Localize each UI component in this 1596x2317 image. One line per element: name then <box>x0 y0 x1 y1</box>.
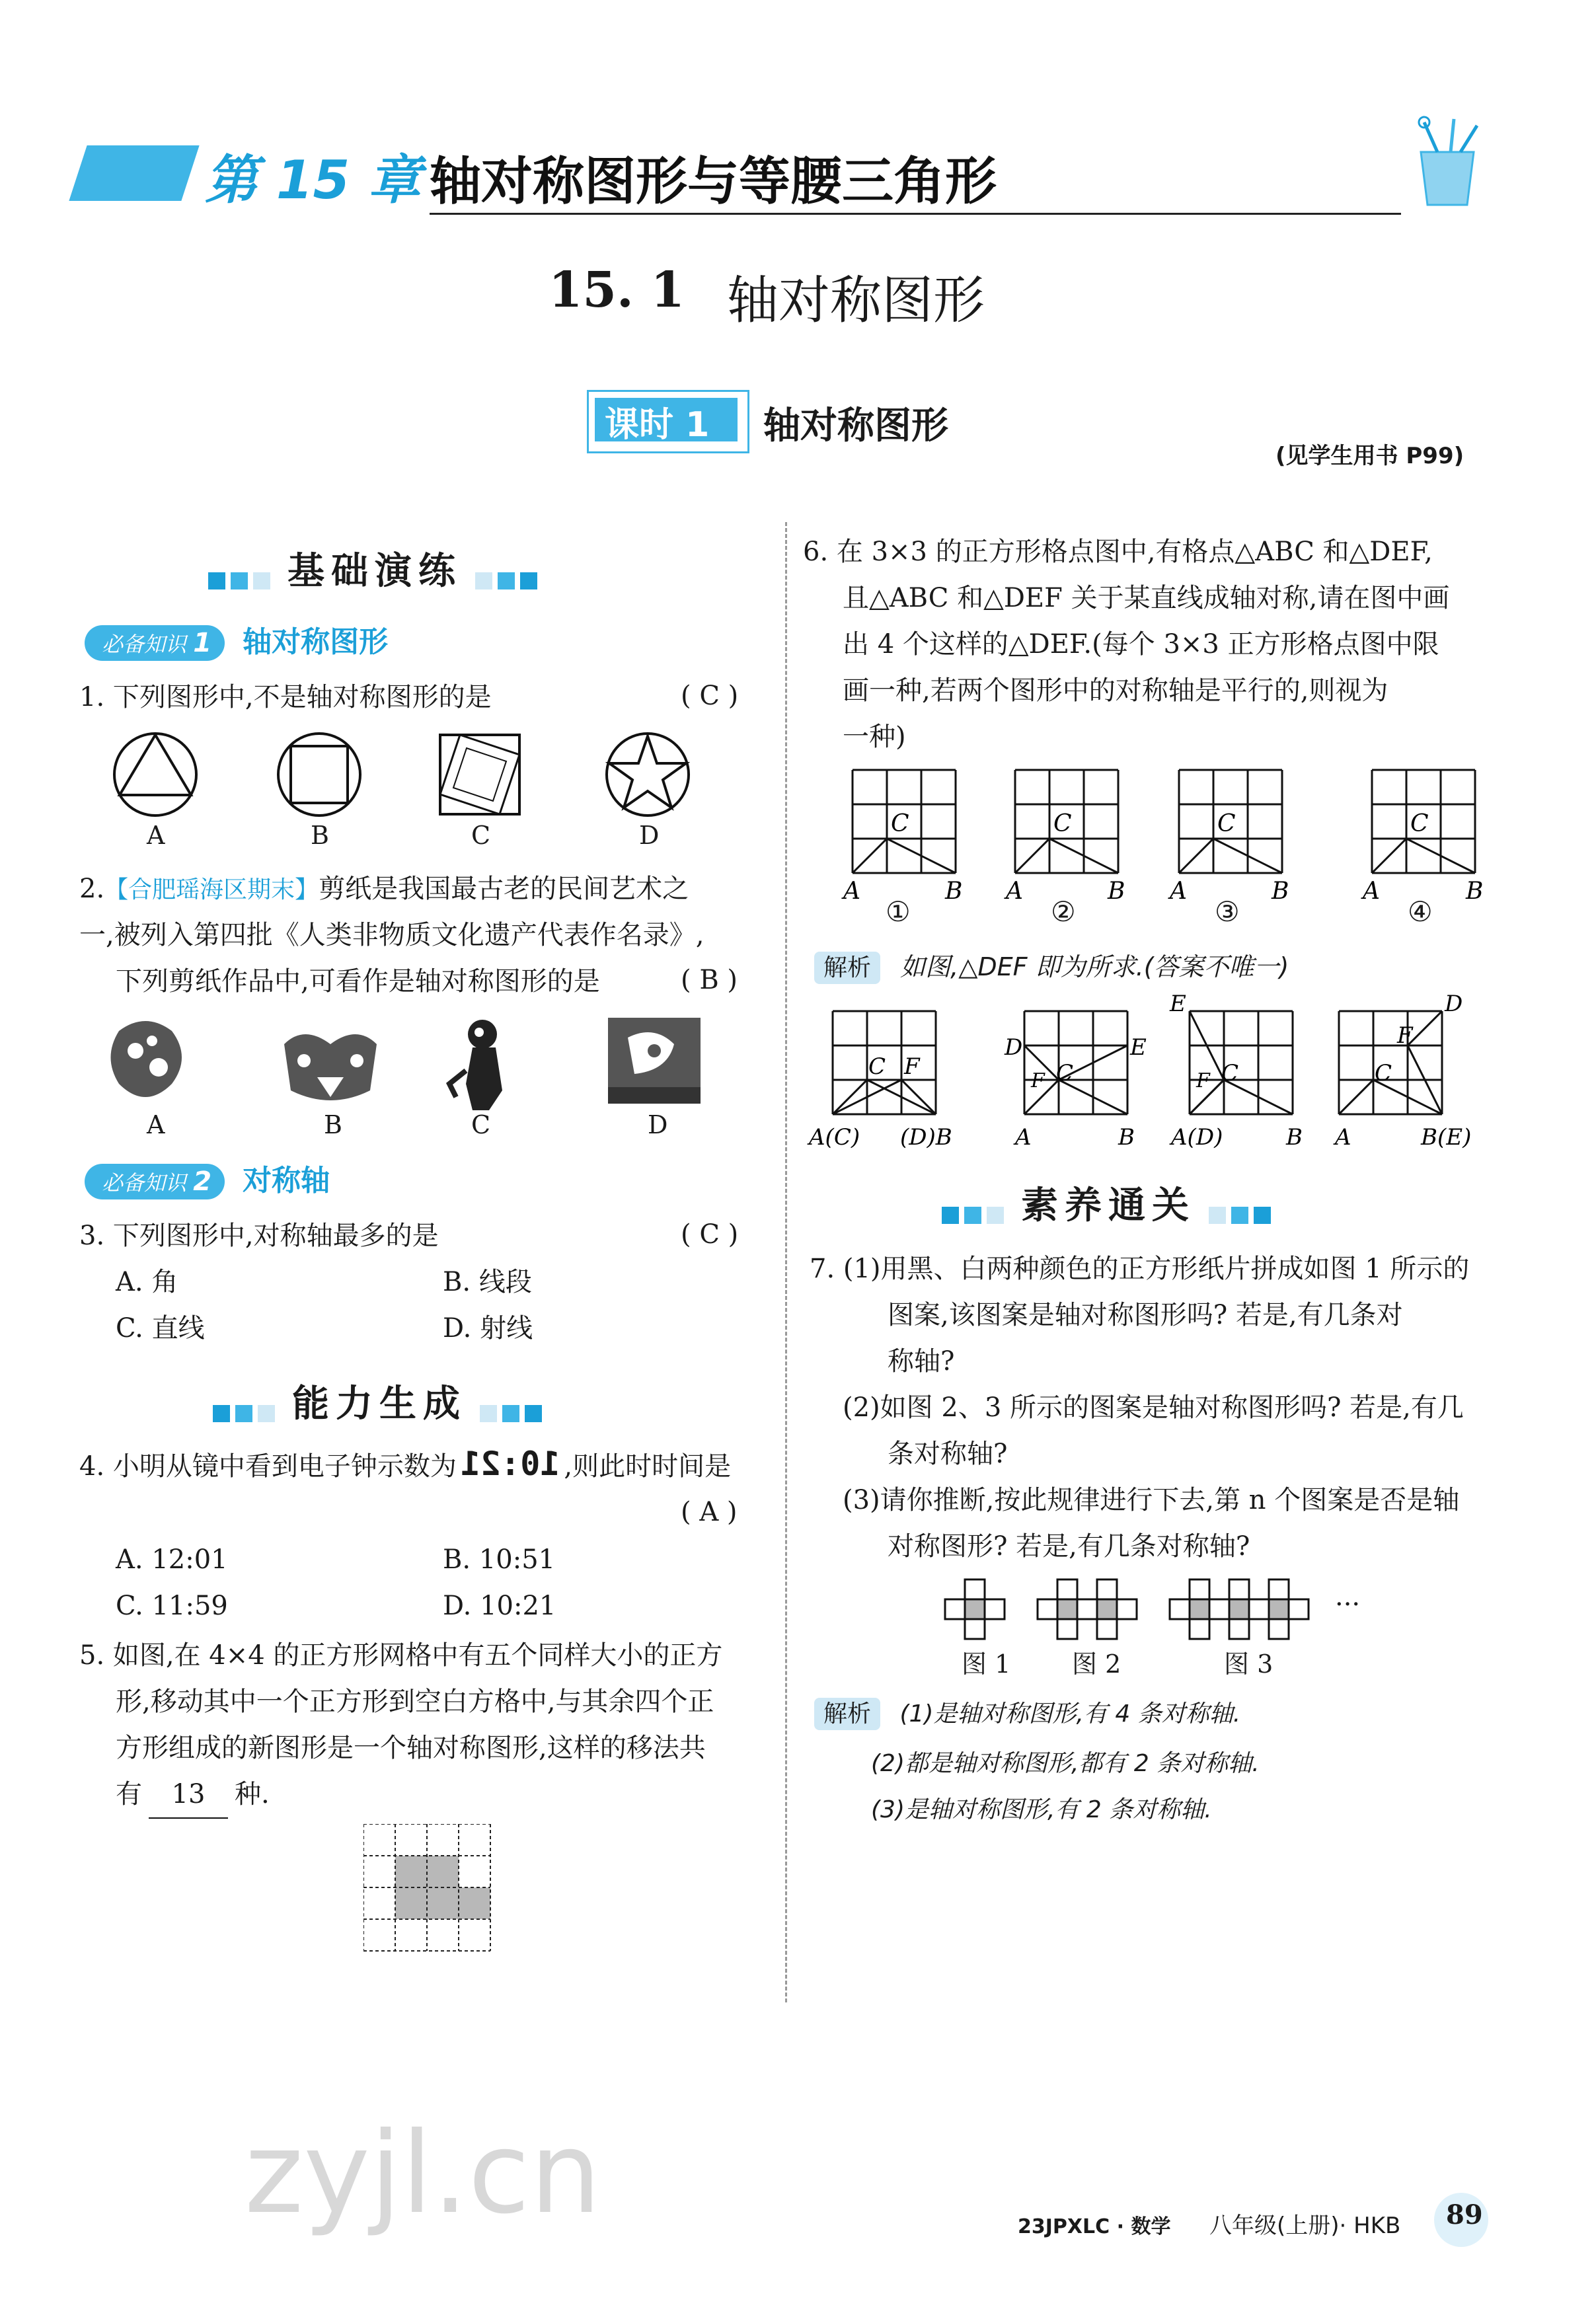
footer-code: 23JPXLC · 数学 <box>1018 2215 1171 2238</box>
svg-text:D: D <box>1005 1034 1023 1061</box>
svg-text:E: E <box>1170 991 1186 1017</box>
chapter-underline <box>430 213 1401 215</box>
q1-label-a: A <box>147 821 165 850</box>
q7-analysis-3: (3)是轴对称图形,有 2 条对称轴. <box>871 1796 1212 1823</box>
q7-analysis-2: (2)都是轴对称图形,都有 2 条对称轴. <box>871 1750 1260 1777</box>
q7-fig-3 <box>1170 1579 1309 1639</box>
q6-fig-num-1: ① <box>886 895 911 928</box>
q1-answer: ( C ) <box>681 681 739 711</box>
q6-answer-grid-4 <box>1333 991 1471 1151</box>
q6-answer-grid-1 <box>807 1011 952 1151</box>
section-ability: 能力生成 <box>213 1375 547 1427</box>
papercut-c-image <box>449 1020 502 1110</box>
svg-text:C: C <box>1375 1060 1392 1086</box>
q6-analysis: 解析 如图,△DEF 即为所求.(答案不唯一) <box>814 946 1289 983</box>
q3-text: 3. 下列图形中,对称轴最多的是 <box>79 1221 439 1251</box>
q3-answer: ( C ) <box>681 1219 739 1250</box>
knowledge-2: 必备知识 2 对称轴 <box>85 1157 330 1199</box>
svg-text:F: F <box>1397 1022 1413 1049</box>
svg-text:C: C <box>1217 810 1236 837</box>
q6-answer-grids <box>800 991 1487 1163</box>
q6-grid-2 <box>1004 770 1125 905</box>
svg-text:(D)B: (D)B <box>900 1124 952 1151</box>
svg-text:C: C <box>1053 810 1072 837</box>
q4-option-a: A. 12:01 <box>116 1544 228 1575</box>
q4-option-b: B. 10:51 <box>443 1544 556 1575</box>
svg-text:C: C <box>891 810 909 837</box>
section-number: 15. 1 <box>549 262 685 319</box>
q6-fig-num-4: ④ <box>1408 895 1433 928</box>
svg-text:B: B <box>1108 878 1125 905</box>
q2-line2: 一,被列入第四批《人类非物质文化遗产代表作名录》, <box>79 920 704 950</box>
watermark: zyjl.cn <box>245 2108 601 2239</box>
svg-text:C: C <box>1056 1060 1074 1086</box>
svg-text:F: F <box>1031 1069 1045 1092</box>
q7-p2b: 条对称轴? <box>888 1439 1008 1469</box>
svg-text:F: F <box>1196 1069 1210 1092</box>
chapter-number: 第 15 章 <box>205 149 422 211</box>
q2-label-a: A <box>147 1110 165 1139</box>
papercut-b-image <box>284 1034 377 1100</box>
svg-text:A: A <box>1015 1124 1032 1151</box>
chapter-title: 轴对称图形与等腰三角形 <box>430 152 997 211</box>
q7-p3a: (3)请你推断,按此规律进行下去,第 n 个图案是否是轴 <box>843 1485 1460 1515</box>
q1-label-c: C <box>471 821 491 850</box>
svg-text:B: B <box>1118 1124 1135 1151</box>
q3-option-b: B. 线段 <box>443 1267 532 1297</box>
svg-text:A(C): A(C) <box>809 1124 860 1151</box>
q7-continuation-dots: ··· <box>1335 1589 1361 1620</box>
svg-text:A: A <box>1006 878 1023 905</box>
svg-text:A: A <box>1335 1124 1351 1151</box>
svg-text:B: B <box>1466 878 1484 905</box>
svg-text:B: B <box>1286 1124 1303 1151</box>
q7-p1b: 图案,该图案是轴对称图形吗? 若是,有几条对 <box>888 1300 1403 1330</box>
q6-grid-3 <box>1168 770 1289 905</box>
svg-text:E: E <box>1130 1034 1147 1061</box>
lesson-tag-text: 课时 1 <box>605 405 710 445</box>
q7-p3b: 对称图形? 若是,有几条对称轴? <box>888 1531 1250 1562</box>
q5-blank-answer: 13 <box>149 1771 228 1819</box>
q7-fig-1 <box>945 1579 1005 1639</box>
q2-label-d: D <box>648 1110 668 1139</box>
q2-label-c: C <box>471 1110 491 1139</box>
q7-fig-label-2: 图 2 <box>1072 1650 1121 1679</box>
q6-grid-1 <box>841 770 962 905</box>
q5-line3: 方形组成的新图形是一个轴对称图形,这样的移法共 <box>116 1733 706 1763</box>
q6-question-grids <box>833 760 1494 932</box>
svg-text:C: C <box>1410 810 1429 837</box>
svg-text:C: C <box>1221 1060 1239 1086</box>
svg-text:B: B <box>945 878 963 905</box>
q6-line4: 画一种,若两个图形中的对称轴是平行的,则视为 <box>843 675 1388 706</box>
q1-label-b: B <box>311 821 329 850</box>
q1-figures <box>99 727 707 859</box>
q7-p1a: 7. (1)用黑、白两种颜色的正方形纸片拼成如图 1 所示的 <box>810 1254 1470 1284</box>
q6-answer-grid-2 <box>1004 1011 1147 1151</box>
q4-option-d: D. 10:21 <box>443 1591 556 1621</box>
svg-text:D: D <box>1445 991 1463 1017</box>
q3-option-c: C. 直线 <box>116 1313 205 1344</box>
column-divider <box>785 522 787 2002</box>
q6-fig-num-2: ② <box>1051 895 1076 928</box>
section-literacy: 素养通关 <box>942 1176 1276 1229</box>
q2-label-b: B <box>324 1110 342 1139</box>
svg-text:A: A <box>1170 878 1187 905</box>
q2-papercut-figures <box>106 1011 714 1117</box>
q7-p2a: (2)如图 2、3 所示的图案是轴对称图形吗? 若是,有几 <box>843 1392 1464 1423</box>
q2-line3: 下列剪纸作品中,可看作是轴对称图形的是 <box>116 966 600 997</box>
q4-option-c: C. 11:59 <box>116 1591 228 1621</box>
q6-line1: 6. 在 3×3 的正方形格点图中,有格点△ABC 和△DEF, <box>803 537 1433 567</box>
q4-text: 4. 小明从镜中看到电子钟示数为 10:21 ,则此时时间是 <box>79 1441 731 1490</box>
svg-text:C: C <box>868 1053 886 1080</box>
q3-option-a: A. 角 <box>116 1267 178 1297</box>
page-number: 89 <box>1446 2199 1483 2230</box>
svg-text:A: A <box>1363 878 1380 905</box>
q5-grid-figure <box>363 1824 496 1956</box>
section-title: 轴对称图形 <box>727 271 985 330</box>
q7-fig-2 <box>1038 1579 1137 1639</box>
q7-fig-label-3: 图 3 <box>1224 1650 1273 1679</box>
q6-line3: 出 4 个这样的△DEF.(每个 3×3 正方形格点图中限 <box>843 629 1439 660</box>
svg-text:A: A <box>843 878 860 905</box>
q1-text: 1. 下列图形中,不是轴对称图形的是 <box>79 682 492 712</box>
section-basic: 基础演练 <box>208 542 543 595</box>
q1-label-d: D <box>639 821 660 850</box>
svg-text:A(D): A(D) <box>1171 1124 1223 1151</box>
svg-text:B: B <box>1272 878 1289 905</box>
q6-fig-num-3: ③ <box>1215 895 1240 928</box>
svg-text:B(E): B(E) <box>1421 1124 1472 1151</box>
q6-grid-4 <box>1361 770 1483 905</box>
q5-line4: 有 13 种. <box>116 1771 270 1819</box>
q2-answer: ( B ) <box>681 965 738 995</box>
q7-analysis-1: 解析 (1)是轴对称图形,有 4 条对称轴. <box>814 1695 1240 1729</box>
mirrored-clock: 10:21 <box>460 1445 560 1483</box>
q6-line2: 且△ABC 和△DEF 关于某直线成轴对称,请在图中画 <box>843 583 1450 613</box>
q3-option-d: D. 射线 <box>443 1313 533 1344</box>
papercut-d-image <box>608 1018 701 1104</box>
q4-answer: ( A ) <box>681 1497 738 1527</box>
q7-fig-label-1: 图 1 <box>962 1650 1011 1679</box>
footer-grade: 八年级(上册)· HKB <box>1209 2213 1401 2239</box>
book-reference: (见学生用书 P99) <box>1275 443 1464 469</box>
pencil-cup-icon <box>1401 112 1494 211</box>
q2-line1: 2.【合肥瑶海区期末】剪纸是我国最古老的民间艺术之 <box>79 874 689 904</box>
chapter-banner <box>69 145 199 201</box>
q7-p1c: 称轴? <box>888 1346 955 1377</box>
papercut-a-image <box>111 1021 182 1097</box>
knowledge-1: 必备知识 1 轴对称图形 <box>85 618 388 661</box>
q6-answer-grid-3 <box>1169 991 1303 1151</box>
lesson-title: 轴对称图形 <box>763 404 948 447</box>
svg-text:F: F <box>904 1053 920 1080</box>
q5-line2: 形,移动其中一个正方形到空白方格中,与其余四个正 <box>116 1687 714 1717</box>
q5-line1: 5. 如图,在 4×4 的正方形网格中有五个同样大小的正方 <box>79 1640 723 1671</box>
q6-line5: 一种) <box>843 722 906 752</box>
